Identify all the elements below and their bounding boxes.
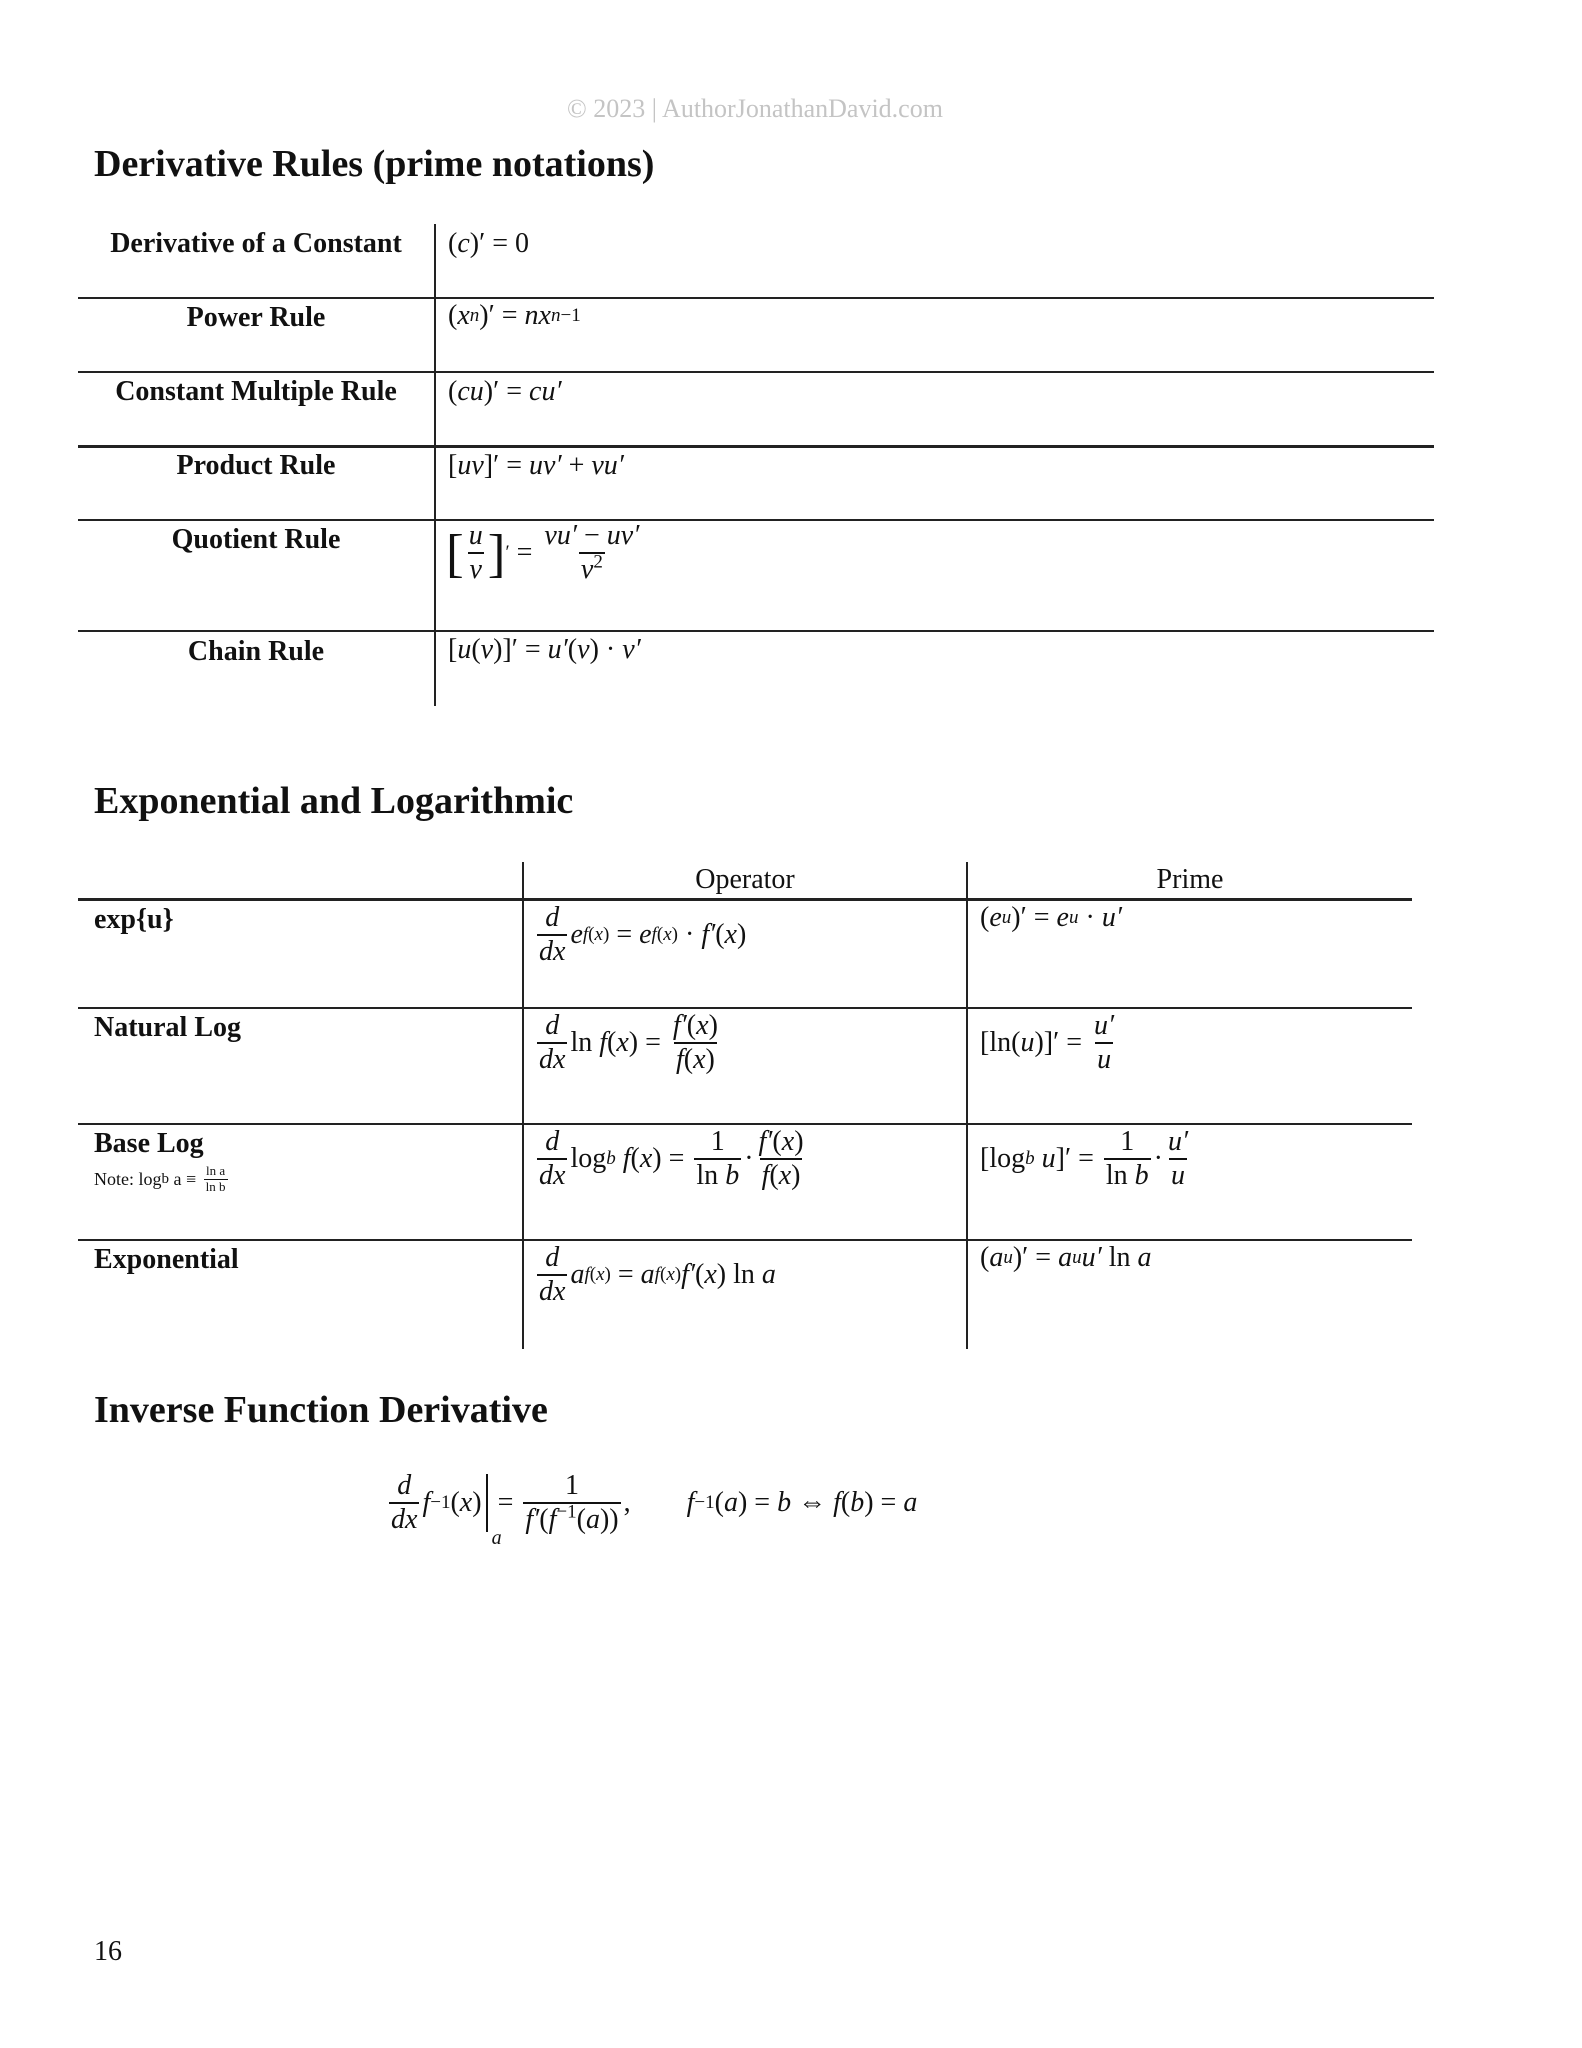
math-variable: d — [545, 902, 560, 933]
math-variable: a — [1137, 1242, 1152, 1273]
column-header-operator: Operator — [695, 864, 795, 895]
math-fraction — [671, 1010, 720, 1076]
row-divider — [78, 297, 1434, 299]
math-text: [ — [448, 634, 458, 665]
math-variable: a — [723, 1487, 738, 1519]
section-title-derivative-rules: Derivative Rules (prime notations) — [94, 143, 655, 185]
rule-label: Quotient Rule — [171, 524, 341, 555]
math-variable: f — [761, 1160, 770, 1192]
math-superscript — [593, 552, 603, 573]
math-variable: e — [639, 919, 652, 951]
rule-label: Product Rule — [176, 450, 336, 481]
math-variable: x — [639, 1143, 653, 1175]
math-fraction — [542, 520, 641, 586]
math-text: ( — [683, 1044, 694, 1076]
math-variable: v — [580, 554, 594, 586]
math-variable: v — [469, 554, 482, 586]
math-variable: cu′ — [529, 376, 562, 407]
math-variable: e — [1056, 902, 1069, 933]
math-text: 1 — [564, 1470, 579, 1501]
math-text: ) = — [628, 1027, 668, 1059]
math-text: −1 — [556, 1501, 577, 1523]
math-text: ( — [471, 634, 481, 665]
row-divider — [78, 1123, 1412, 1125]
math-text: ) — [472, 1487, 482, 1519]
fraction-numerator — [757, 1126, 806, 1158]
math-variable: f′ — [681, 1259, 696, 1291]
math-text: · — [677, 919, 702, 951]
math-text: = — [509, 537, 540, 569]
math-text: ( — [686, 1010, 697, 1041]
fraction-denominator — [537, 1158, 567, 1192]
math-variable: vu′ — [591, 450, 624, 481]
math-text: ( — [448, 376, 458, 407]
watermark: © 2023 | AuthorJonathanDavid.com — [567, 94, 943, 123]
fraction-denominator — [694, 1158, 741, 1192]
math-fraction — [537, 1126, 567, 1192]
fraction-denominator — [1169, 1158, 1187, 1192]
math-text: , — [623, 1487, 687, 1519]
math-text: )′ = 0 — [469, 228, 530, 259]
math-text: ⇔ — [791, 1487, 834, 1519]
math-variable: u — [1171, 1160, 1186, 1192]
math-text: )) — [599, 1504, 619, 1536]
math-text: ( — [659, 1264, 667, 1286]
math-variable: u — [1020, 1027, 1035, 1059]
fraction-numerator — [543, 1126, 561, 1158]
math-text: ]′ = — [1055, 1143, 1101, 1175]
math-variable: f — [582, 924, 589, 946]
math-variable: u — [1001, 907, 1012, 928]
fraction-numerator — [1092, 1010, 1116, 1042]
math-variable: d — [545, 1126, 560, 1157]
math-variable: dx — [539, 1160, 566, 1192]
header-divider — [78, 898, 1412, 901]
math-text: log — [570, 1143, 607, 1175]
math-variable: f′ — [525, 1504, 540, 1536]
math-text: ln — [570, 1027, 600, 1059]
math-text: ) = — [652, 1143, 692, 1175]
math-variable: v — [480, 634, 494, 665]
math-variable: f′ — [701, 919, 716, 951]
function-label: Base Log — [94, 1128, 204, 1159]
math-variable: x — [596, 1264, 605, 1286]
math-variable: b — [777, 1487, 792, 1519]
math-text: ( — [840, 1487, 851, 1519]
math-variable: dx — [539, 936, 566, 968]
math-variable: d — [397, 1470, 412, 1501]
fraction-denominator — [537, 1274, 567, 1308]
math-text: ( — [567, 634, 578, 665]
math-text: ) — [602, 924, 610, 946]
math-variable: b — [725, 1160, 740, 1192]
math-variable: x — [594, 924, 603, 946]
math-fraction — [1092, 1010, 1116, 1076]
math-variable: x — [781, 1126, 795, 1157]
math-variable: a — [761, 1259, 776, 1291]
math-variable: u′ — [1101, 902, 1122, 933]
math-text: )]′ = — [493, 634, 548, 665]
operator-formula — [534, 902, 746, 968]
math-fraction — [467, 520, 485, 586]
math-text: ( — [588, 924, 595, 946]
math-text: ( — [589, 1264, 597, 1286]
math-text: ) — [671, 924, 678, 946]
math-variable: a — [219, 1163, 226, 1178]
math-variable: b — [219, 1178, 226, 1194]
math-text: −1 — [430, 1492, 451, 1514]
math-variable: x — [693, 1044, 706, 1076]
math-variable: f′ — [672, 1010, 687, 1041]
operator-formula — [534, 1010, 723, 1076]
math-text: ( — [715, 919, 725, 951]
math-fraction — [537, 1242, 567, 1308]
math-text: )]′ = — [1034, 1027, 1090, 1059]
math-text: 2 — [593, 551, 603, 573]
rule-label: Chain Rule — [187, 636, 325, 667]
math-text: ( — [656, 924, 664, 946]
fraction-numerator — [543, 902, 561, 934]
math-variable: x — [666, 1264, 675, 1286]
rule-formula — [448, 634, 641, 666]
math-text: ) — [794, 1126, 804, 1157]
fraction-denominator — [523, 1502, 620, 1536]
fraction-numerator — [671, 1010, 720, 1042]
math-text: + — [561, 450, 592, 481]
fraction-denominator — [760, 1158, 803, 1192]
math-fraction — [694, 1126, 741, 1192]
math-variable: x — [778, 1160, 792, 1192]
math-variable: u — [1068, 907, 1079, 928]
fraction-denominator — [1095, 1042, 1113, 1076]
math-text: ) — [736, 919, 747, 951]
operator-formula — [534, 1242, 776, 1308]
math-text: ) — [708, 1010, 718, 1041]
math-variable: b — [606, 1148, 616, 1170]
math-text: ( — [772, 1126, 782, 1157]
math-variable: x — [459, 1487, 473, 1519]
math-variable: x — [663, 924, 672, 946]
math-variable: u — [468, 520, 483, 551]
math-fraction — [537, 902, 567, 968]
fraction-numerator — [1118, 1126, 1136, 1158]
fraction-numerator — [542, 520, 641, 552]
row-divider — [78, 630, 1434, 632]
rule-label: Power Rule — [186, 302, 326, 333]
math-variable: a — [173, 1168, 182, 1189]
math-text: · — [744, 1143, 754, 1175]
fraction-numerator — [709, 1126, 727, 1158]
math-variable: x — [704, 1259, 717, 1291]
rule-formula — [448, 376, 562, 408]
math-text: ln — [1101, 1242, 1138, 1273]
math-text: )′ = — [1011, 902, 1057, 933]
row-divider — [78, 1007, 1412, 1009]
fraction-numerator — [543, 1010, 561, 1042]
math-variable: u′ — [1081, 1242, 1102, 1273]
math-variable: dx — [539, 1044, 566, 1076]
base-log-note — [94, 1164, 231, 1195]
math-variable: f — [548, 1504, 557, 1536]
row-divider — [78, 371, 1434, 373]
row-divider — [78, 445, 1434, 448]
math-text: = — [609, 919, 640, 951]
math-variable: f — [675, 1044, 684, 1076]
math-text: ( — [714, 1487, 724, 1519]
fraction-denominator — [204, 1179, 228, 1195]
function-label: Exponential — [94, 1244, 239, 1275]
math-variable: d — [545, 1242, 560, 1273]
math-text: ) ln — [716, 1259, 762, 1291]
math-fraction — [523, 1470, 620, 1536]
math-text: ( — [695, 1259, 705, 1291]
math-fraction — [757, 1126, 806, 1192]
math-variable: b — [1025, 1148, 1035, 1170]
math-text: ]′ = — [483, 450, 530, 481]
math-text: ( — [448, 300, 458, 331]
math-text: ) — [674, 1264, 682, 1286]
math-text: ln — [696, 1160, 726, 1192]
math-subscript — [162, 1171, 170, 1188]
math-variable: a — [640, 1259, 655, 1291]
math-text: Note: log — [94, 1168, 162, 1189]
math-variable: u — [1072, 1247, 1082, 1268]
math-text: ) = — [864, 1487, 904, 1519]
math-variable: uv′ — [529, 450, 562, 481]
fraction-denominator — [468, 552, 484, 586]
math-text: ( — [980, 1242, 990, 1273]
math-variable: x — [696, 1010, 709, 1041]
math-variable: uv — [457, 450, 484, 481]
math-text: ( — [450, 1487, 460, 1519]
math-variable: f — [686, 1487, 695, 1519]
math-text: ′ — [505, 542, 510, 564]
math-text: −1 — [560, 305, 581, 326]
math-text: 1 — [1120, 1126, 1135, 1157]
math-text: ln — [206, 1163, 220, 1178]
math-text: ( — [769, 1160, 779, 1192]
math-variable: b — [161, 1170, 169, 1187]
math-variable: nx — [524, 300, 551, 331]
math-variable: dx — [539, 1276, 566, 1308]
prime-formula — [980, 1010, 1119, 1076]
math-text — [1035, 1143, 1042, 1175]
column-divider — [966, 862, 968, 1349]
math-variable: uv′ — [606, 520, 640, 551]
math-text: = — [610, 1259, 641, 1291]
evaluation-bar — [486, 1474, 502, 1550]
math-variable: f — [422, 1487, 431, 1519]
math-variable: f — [584, 1264, 590, 1286]
math-variable: n — [469, 305, 480, 326]
math-variable: c — [457, 228, 470, 259]
math-variable: a — [570, 1259, 585, 1291]
math-fraction — [204, 1164, 228, 1195]
math-variable: x — [457, 300, 470, 331]
math-variable: f — [599, 1027, 607, 1059]
math-text: 1 — [710, 1126, 725, 1157]
fraction-denominator — [1104, 1158, 1151, 1192]
math-variable: e — [989, 902, 1002, 933]
math-variable: d — [545, 1010, 560, 1041]
operator-formula — [534, 1126, 809, 1192]
math-variable: u — [1041, 1143, 1056, 1175]
fraction-denominator — [674, 1042, 717, 1076]
math-variable: b — [1134, 1160, 1149, 1192]
math-variable: dx — [391, 1504, 418, 1536]
column-divider — [522, 862, 524, 1349]
section-title-inverse-function: Inverse Function Derivative — [94, 1389, 548, 1431]
section-title-exp-log: Exponential and Logarithmic — [94, 780, 574, 822]
math-fraction — [537, 1010, 567, 1076]
math-variable: f — [651, 924, 657, 946]
inverse-function-formula — [386, 1470, 918, 1550]
rule-formula — [448, 228, 529, 260]
prime-formula — [980, 1126, 1193, 1192]
math-variable: u′ — [1094, 1010, 1115, 1041]
math-variable: f — [833, 1487, 841, 1519]
math-fraction — [389, 1470, 419, 1536]
function-label: Natural Log — [94, 1012, 241, 1043]
column-header-prime: Prime — [1156, 864, 1224, 895]
fraction-denominator — [579, 552, 605, 586]
math-text: = — [490, 1487, 521, 1519]
math-variable: v′ — [622, 634, 641, 665]
fraction-numerator — [204, 1164, 227, 1179]
math-variable: a — [989, 1242, 1004, 1273]
math-variable: x — [724, 919, 737, 951]
math-text: ln — [205, 1178, 220, 1194]
math-variable: v — [577, 634, 590, 665]
math-fraction — [1166, 1126, 1190, 1192]
math-text: · — [1078, 902, 1102, 933]
math-variable: u′ — [547, 634, 568, 665]
fraction-denominator — [537, 934, 567, 968]
math-text — [616, 1143, 623, 1175]
fraction-numerator — [467, 520, 485, 552]
fraction-numerator — [1166, 1126, 1190, 1158]
math-variable: a — [1058, 1242, 1073, 1273]
math-text: · — [1153, 1143, 1163, 1175]
math-text: ) — [705, 1044, 715, 1076]
fraction-numerator — [563, 1470, 581, 1502]
math-variable: b — [850, 1487, 865, 1519]
math-variable: f′ — [758, 1126, 773, 1157]
rule-label: Derivative of a Constant — [110, 228, 402, 259]
math-text: [log — [980, 1143, 1026, 1175]
rule-formula — [448, 300, 581, 332]
fraction-numerator — [543, 1242, 561, 1274]
math-bracket: [ — [446, 523, 464, 583]
math-text: ) · — [589, 634, 623, 665]
math-text: ( — [448, 228, 458, 259]
evaluation-point: a — [491, 1527, 502, 1550]
math-variable: vu′ — [544, 520, 577, 551]
math-text: )′ = — [479, 300, 525, 331]
rule-label: Constant Multiple Rule — [115, 376, 397, 407]
math-text: ( — [980, 902, 990, 933]
math-variable: f — [654, 1264, 660, 1286]
math-text: ) — [791, 1160, 801, 1192]
math-bracket: ] — [487, 523, 506, 583]
math-variable: a — [903, 1487, 918, 1519]
math-text: ln — [1105, 1160, 1135, 1192]
row-divider — [78, 1239, 1412, 1241]
math-text: ( — [539, 1504, 549, 1536]
prime-formula — [980, 1242, 1152, 1274]
math-variable: f — [622, 1143, 631, 1175]
math-text: [ln( — [980, 1027, 1021, 1059]
fraction-denominator — [389, 1502, 419, 1536]
math-variable: u′ — [1167, 1126, 1189, 1157]
rule-formula — [446, 520, 644, 586]
math-text: ( — [630, 1143, 640, 1175]
function-label: exp{u} — [94, 904, 174, 935]
math-text: −1 — [694, 1492, 715, 1514]
math-variable: x — [616, 1027, 629, 1059]
page-number: 16 — [94, 1936, 122, 1967]
math-text: [ — [448, 450, 458, 481]
math-variable: a — [585, 1504, 600, 1536]
math-text: ( — [576, 1504, 586, 1536]
math-text: ( — [607, 1027, 617, 1059]
math-fraction — [1104, 1126, 1151, 1192]
math-variable: n — [550, 305, 561, 326]
math-text: )′ = — [1012, 1242, 1059, 1273]
math-variable: u — [1097, 1044, 1112, 1076]
fraction-numerator — [395, 1470, 413, 1502]
math-variable: cu — [457, 376, 484, 407]
math-text: ) = — [737, 1487, 778, 1519]
fraction-denominator — [537, 1042, 567, 1076]
math-text: )′ = — [483, 376, 530, 407]
prime-formula — [980, 902, 1122, 934]
math-superscript — [556, 1502, 576, 1523]
math-text: − — [576, 520, 607, 551]
math-text: ≡ — [181, 1168, 201, 1189]
math-text: ) — [604, 1264, 611, 1286]
math-variable: u — [1003, 1247, 1013, 1268]
math-variable: e — [570, 919, 583, 951]
rule-formula — [448, 450, 624, 482]
math-variable: u — [457, 634, 472, 665]
row-divider — [78, 519, 1434, 521]
